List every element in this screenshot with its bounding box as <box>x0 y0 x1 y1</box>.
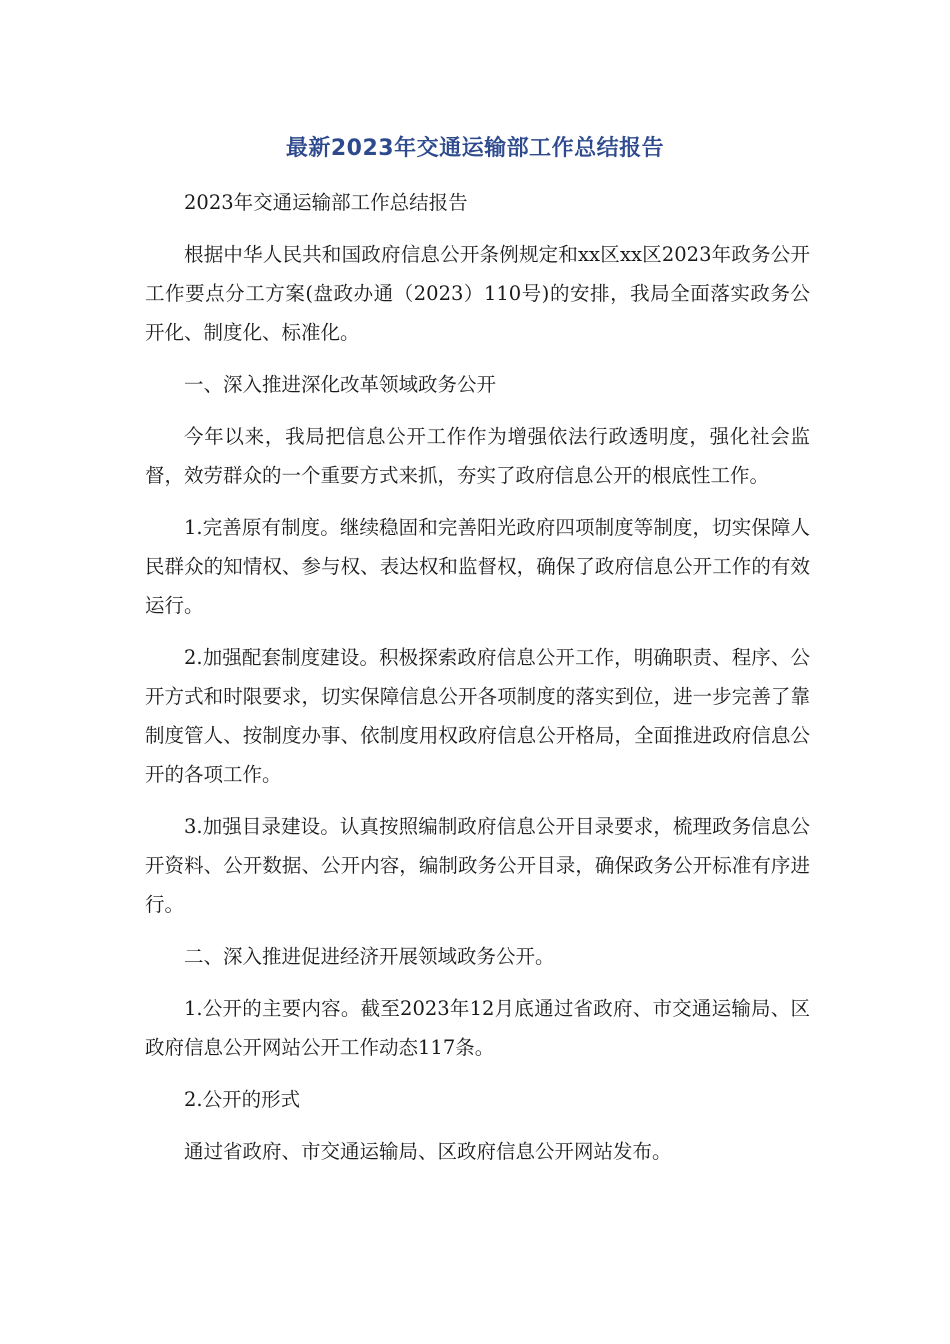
document-body <box>145 183 810 1184</box>
paragraph-intro: 根据中华人民共和国政府信息公开条例规定和xx区xx区2023年政务公开工作要点分工方案(盘政办通（2023）110号)的安排，我局全面落实政务公开化、制度化、标准化。 <box>145 243 810 344</box>
list-item: 2.公开的形式 <box>184 1088 301 1111</box>
paragraph: 通过省政府、市交通运输局、区政府信息公开网站发布。 <box>184 1140 672 1163</box>
list-item: 1.完善原有制度。继续稳固和完善阳光政府四项制度等制度，切实保障人民群众的知情权、参与权、表达权和监督权，确保了政府信息公开工作的有效运行。 <box>145 516 810 617</box>
list-item: 3.加强目录建设。认真按照编制政府信息公开目录要求，梳理政务信息公开资料、公开数据、公开内容，编制政务公开目录，确保政务公开标准有序进行。 <box>145 815 810 916</box>
paragraph: 今年以来，我局把信息公开工作作为增强依法行政透明度，强化社会监督，效劳群众的一个重要方式来抓，夯实了政府信息公开的根底性工作。 <box>145 425 810 487</box>
list-item: 1.公开的主要内容。截至2023年12月底通过省政府、市交通运输局、区政府信息公开网站公开工作动态117条。 <box>145 997 810 1059</box>
paragraph-subtitle: 2023年交通运输部工作总结报告 <box>184 191 468 214</box>
list-item: 2.加强配套制度建设。积极探索政府信息公开工作，明确职责、程序、公开方式和时限要求，切实保障信息公开各项制度的落实到位，进一步完善了靠制度管人、按制度办事、依制度用权政府信息公开格局，全面推进政府信息公开的各项工作。 <box>145 646 810 786</box>
section-heading-2: 二、深入推进促进经济开展领域政务公开。 <box>184 945 555 968</box>
document-title: 最新2023年交通运输部工作总结报告 <box>285 136 665 161</box>
section-heading-1: 一、深入推进深化改革领域政务公开 <box>184 373 497 396</box>
